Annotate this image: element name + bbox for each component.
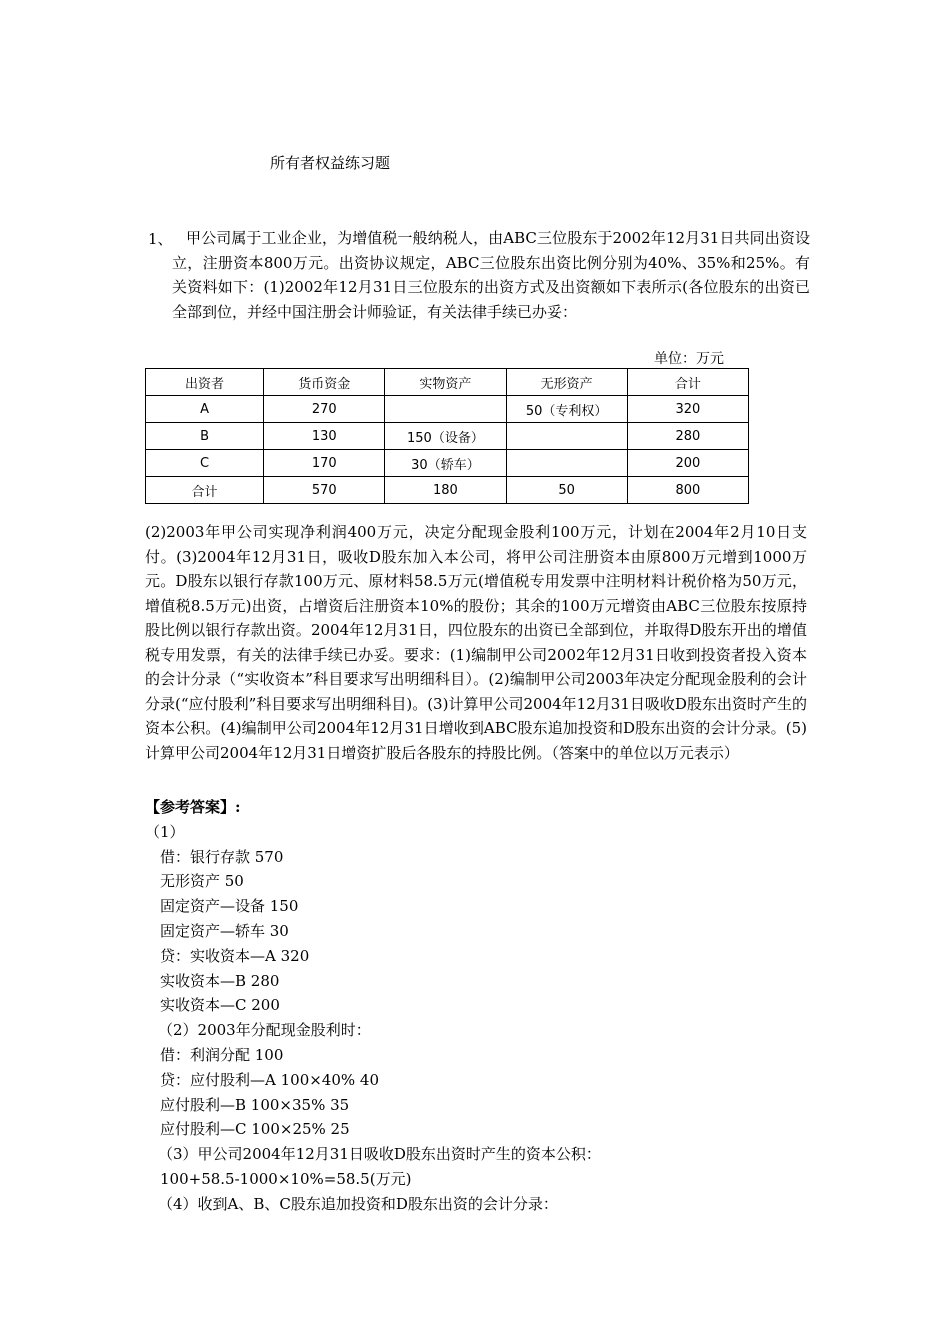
- answer-section: [145, 795, 807, 1217]
- answer-line: 应付股利—B 100×35% 35: [160, 1095, 350, 1114]
- table-cell: B: [146, 423, 264, 450]
- table-header-row: [146, 369, 749, 396]
- answer-line: （3）甲公司2004年12月31日吸收D股东出资时产生的资本公积：: [158, 1145, 601, 1164]
- table-cell: [506, 450, 627, 477]
- table-header-cell: 合计: [627, 369, 748, 396]
- answer-line: 无形资产 50: [160, 872, 244, 891]
- table-cell: C: [146, 450, 264, 477]
- table-cell: 合计: [146, 477, 264, 504]
- question-number: 1、: [148, 230, 173, 248]
- investment-table: [145, 368, 749, 504]
- table-cell: 570: [264, 477, 385, 504]
- table-cell: 150（设备）: [385, 423, 506, 450]
- answer-line: 固定资产—轿车 30: [160, 921, 289, 940]
- answer-line: 贷：实收资本—A 320: [160, 946, 310, 965]
- answer-line: 实收资本—C 200: [160, 996, 280, 1015]
- answer-line: 应付股利—C 100×25% 25: [160, 1120, 350, 1139]
- table-cell: 800: [627, 477, 748, 504]
- question-text: 甲公司属于工业企业，为增值税一般纳税人，由ABC三位股东于2002年12月31日共同出资设立，注册资本800万元。出资协议规定，ABC三位股东出资比例分别为40%、35%和25%。有关资料如下：(1)2002年12月31日三位股东的出资方式及出资额如下表所示(各位股东的出资已全部到位，并经中国注册会计师验证，有关法律手续已办妥：: [172, 229, 810, 321]
- table-cell: A: [146, 396, 264, 423]
- table-row: [146, 423, 749, 450]
- table-cell: 170: [264, 450, 385, 477]
- table-cell: 130: [264, 423, 385, 450]
- table-cell: [506, 423, 627, 450]
- table-cell: 50（专利权）: [506, 396, 627, 423]
- question-requirements: (2)2003年甲公司实现净利润400万元，决定分配现金股利100万元，计划在2004年2月10日支付。(3)2004年12月31日，吸收D股东加入本公司，将甲公司注册资本由原800万元增到1000万元。D股东以银行存款100万元、原材料58.5万元(增值税专用发票中注明材料计税价格为50万元，增值税8.5万元)出资，占增资后注册资本10%的股份；其余的100万元增资由ABC三位股东按原持股比例以银行存款出资。2004年12月31日，四位股东的出资已全部到位，并取得D股东开出的增值税专用发票，有关的法律手续已办妥。要求：(1)编制甲公司2002年12月31日收到投资者投入资本的会计分录（“实收资本”科目要求写出明细科目）。(2)编制甲公司2003年决定分配现金股利的会计分录(“应付股利”科目要求写出明细科目)。(3)计算甲公司2004年12月31日吸收D股东出资时产生的资本公积。(4)编制甲公司2004年12月31日增收到ABC股东追加投资和D股东出资的会计分录。(5)计算甲公司2004年12月31日增资扩股后各股东的持股比例。（答案中的单位以万元表示）: [145, 523, 807, 762]
- page-title: 所有者权益练习题: [270, 154, 391, 172]
- table-cell: 180: [385, 477, 506, 504]
- table-header-cell: 出资者: [146, 369, 264, 396]
- table-cell: 280: [627, 423, 748, 450]
- answer-line: 100+58.5-1000×10%=58.5(万元): [160, 1169, 412, 1188]
- answer-line: 实收资本—B 280: [160, 971, 280, 990]
- question-paragraph: [172, 226, 810, 324]
- table-header-cell: 货币资金: [264, 369, 385, 396]
- table-cell: 30（轿车）: [385, 450, 506, 477]
- table-cell: 320: [627, 396, 748, 423]
- table-row: [146, 396, 749, 423]
- table-cell: 50: [506, 477, 627, 504]
- answer-heading: 【参考答案】:: [145, 798, 241, 816]
- table-cell: 200: [627, 450, 748, 477]
- table-cell: [385, 396, 506, 423]
- table-cell: 270: [264, 396, 385, 423]
- answer-line: 借：银行存款 570: [160, 847, 284, 866]
- answer-line: （2）2003年分配现金股利时：: [158, 1021, 371, 1040]
- table-header-cell: 实物资产: [385, 369, 506, 396]
- answer-line: 固定资产—设备 150: [160, 897, 299, 916]
- table-total-row: [146, 477, 749, 504]
- answer-line: （1）: [145, 822, 185, 841]
- answer-line: （4）收到A、B、C股东追加投资和D股东出资的会计分录：: [158, 1194, 558, 1213]
- answer-line: 借：利润分配 100: [160, 1045, 284, 1064]
- table-unit-label: 单位：万元: [654, 351, 724, 367]
- answer-line: 贷：应付股利—A 100×40% 40: [160, 1070, 379, 1089]
- table-header-cell: 无形资产: [506, 369, 627, 396]
- table-row: [146, 450, 749, 477]
